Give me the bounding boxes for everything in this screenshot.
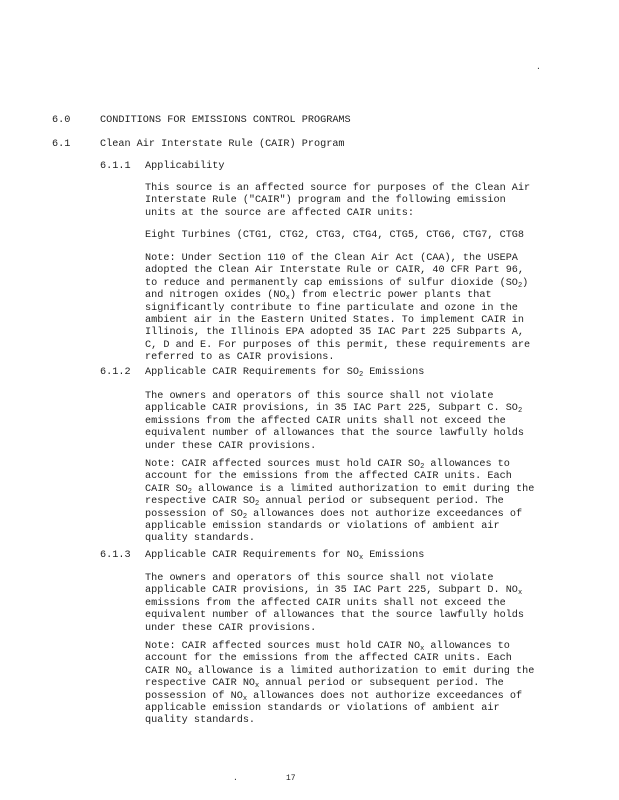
paragraph (145, 573, 591, 635)
text-line: significantly contribute to fine particulate and ozone in the (145, 302, 518, 314)
text-line: ambient air in the Eastern United States. To implement CAIR in (145, 315, 525, 327)
text-line: applicable CAIR provisions, in 35 IAC Part 225, Subpart D. $NO_x$ (145, 585, 523, 598)
text-line: Interstate Rule ("CAIR") program and the following emission (145, 195, 506, 207)
note-paragraph (145, 253, 591, 365)
text-line: Note: CAIR affected sources must hold CAIR $NO_x$ allowances to (145, 641, 510, 653)
text-line: equivalent number of allowances that the source lawfully holds (145, 610, 525, 622)
text-line: respective CAIR $SO_2$ annual period or subsequent period. The (145, 496, 504, 509)
text-line: applicable emission standards or violations of ambient air (145, 703, 500, 715)
item-title: Applicability (145, 161, 225, 172)
page-number: 17 (286, 774, 296, 783)
item-title: Applicable CAIR Requirements for $NO_x$ Emissions (145, 550, 425, 562)
paragraph (145, 230, 591, 242)
text-line: possession of $NO_x$ allowances does not authorize exceedances of (145, 690, 523, 703)
text-line: units at the source are affected CAIR units: (145, 207, 414, 219)
text-line: Note: Under Section 110 of the Clean Air Act (CAA), the USEPA (145, 253, 518, 264)
text-line: adopted the Clean Air Interstate Rule or CAIR, 40 CFR Part 96, (145, 265, 525, 277)
scan-mark: . (536, 63, 541, 72)
text-line: equivalent number of allowances that the source lawfully holds (145, 428, 525, 440)
item-number: 6.1.3 (100, 550, 131, 561)
text-line: to reduce and permanently cap emissions of sulfur dioxide $(SO_2)$ (145, 277, 529, 290)
text-line: possession of $SO_2$ allowances does not authorize exceedances of (145, 508, 523, 521)
text-line: quality standards. (145, 715, 256, 727)
text-line: under these CAIR provisions. (145, 622, 317, 634)
note-paragraph (145, 641, 591, 728)
text-line: account for the emissions from the affected CAIR units. Each (145, 471, 512, 483)
item-number: 6.1.2 (100, 367, 131, 378)
text-line: emissions from the affected CAIR units shall not exceed the (145, 597, 506, 609)
text-line: referred to as CAIR provisions. (145, 352, 335, 364)
text-line: and nitrogen oxides $(NO_x)$ from electric power plants that (145, 290, 492, 303)
section-title: CONDITIONS FOR EMISSIONS CONTROL PROGRAMS (100, 115, 351, 126)
item-number: 6.1.1 (100, 161, 131, 172)
text-line: Note: CAIR affected sources must hold CAIR $SO_2$ allowances to (145, 459, 510, 471)
subsection-number: 6.1 (52, 139, 71, 150)
text-line: quality standards. (145, 533, 256, 545)
text-line: applicable emission standards or violations of ambient air (145, 521, 500, 533)
text-line: account for the emissions from the affected CAIR units. Each (145, 653, 512, 665)
text-line: The owners and operators of this source shall not violate (145, 391, 494, 402)
paragraph (145, 391, 591, 453)
text-line: CAIR $NO_x$ allowance is a limited authorization to emit during the (145, 665, 535, 678)
text-line: applicable CAIR provisions, in 35 IAC Part 225, Subpart C. $SO_2$ (145, 403, 523, 416)
text-line: This source is an affected source for purposes of the Clean Air (145, 183, 531, 194)
note-paragraph (145, 459, 591, 546)
item-title: Applicable CAIR Requirements for $SO_2$ Emissions (145, 367, 425, 379)
text-line: The owners and operators of this source shall not violate (145, 573, 494, 584)
section-number: 6.0 (52, 115, 71, 126)
text-line: Illinois, the Illinois EPA adopted 35 IAC Part 225 Subparts A, (145, 327, 525, 339)
text-line: respective CAIR $NO_x$ annual period or subsequent period. The (145, 678, 504, 691)
text-line: emissions from the affected CAIR units shall not exceed the (145, 415, 506, 427)
paragraph (145, 183, 591, 220)
subsection-title: Clean Air Interstate Rule (CAIR) Program (100, 139, 345, 150)
text-line: C, D and E. For purposes of this permit, these requirements are (145, 339, 531, 351)
text-line: Eight Turbines (CTG1, CTG2, CTG3, CTG4, CTG5, CTG6, CTG7, CTG8 (145, 230, 525, 241)
text-line: CAIR $SO_2$ allowance is a limited authorization to emit during the (145, 483, 535, 496)
scan-mark: . (233, 774, 238, 783)
text-line: under these CAIR provisions. (145, 440, 317, 452)
